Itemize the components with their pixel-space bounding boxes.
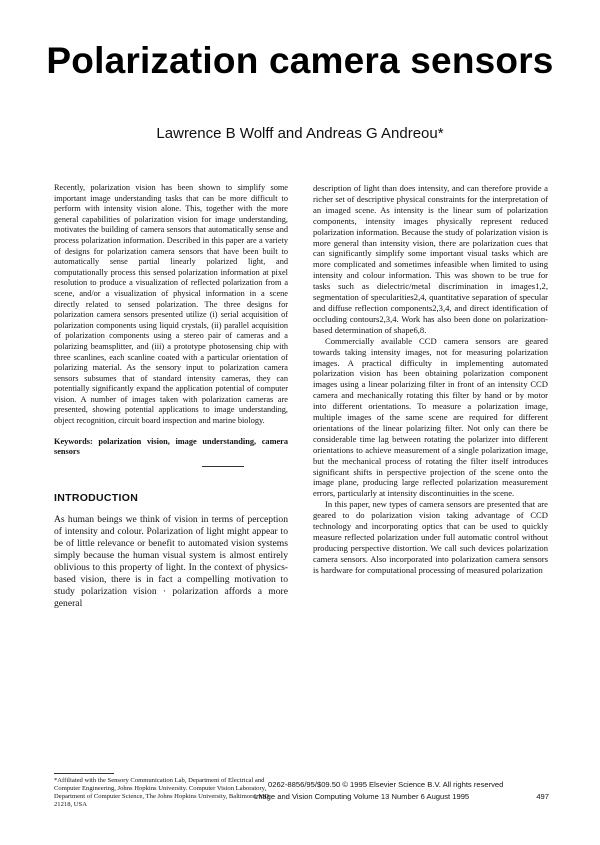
footnote-rule [54,773,114,774]
keywords-label: Keywords: [54,436,93,446]
footnote-text: *Affiliated with the Sensory Communication Lab, Department of Electrical and Computer Engineering, Johns Hopkins University. Computer Vision Laboratory, Department of Computer Science, The Johns Hopkins University, Baltimore, MD 21218, USA [54,777,270,808]
body-paragraph-2: Commercially available CCD camera sensors are geared towards taking intensity images, not for measuring polarization images. A practical difficulty in implementing automated polarization vision has been obtaining polarization component images using a linear polarizing filter in front of an intensity CCD camera and mechanically rotating this filter by hand or by motor into different orientations. To measure a polarization image, multiple images of the same scene are required for different orientations of the linear polarizing filter. Not only can there be considerable time lag between rotating the polarizer into different orientations to achieve measurement of a single polarization image, but the mechanical process of rotating the filter itself introduces significant shifts in perspective projection of the scene onto the image plane, producing large reflected polarization measurement errors, particularly at intensity discontinuities in the scene. [313,335,548,499]
affiliation-footnote [54,773,288,809]
journal-citation: Image and Vision Computing Volume 13 Number 6 August 1995 [254,792,470,801]
section-heading-introduction: INTRODUCTION [54,491,139,504]
intro-paragraph: As human beings we think of vision in terms of perception of intensity and colour. Polarization of light might appear to be of little relevance or benefit to automated vision systems simply because the human visual system is almost entirely oblivious to this property of light. In the context of physics-based vision, there is in fact a compelling motivation to study polarization vision · polarization affords a more general [54,513,288,609]
keywords [54,437,288,458]
copyright-line: 0262-8856/95/$09.50 © 1995 Elsevier Science B.V. All rights reserved [268,780,504,789]
abstract-divider [202,466,244,467]
paper-authors: Lawrence B Wolff and Andreas G Andreou* [156,125,444,142]
abstract-text: Recently, polarization vision has been shown to simplify some important image understanding tasks that can be more difficult to perform with intensity vision alone. This, together with the more general capabilities of polarization vision for image understanding, motivates the building of camera sensors that automatically sense and process polarization information. Described in this paper are a variety of designs for polarization camera sensors that have been built to automatically sense partial linearly polarized light, and computationally process this sensed polarization information at pixel resolution to produce a visualization of reflected polarization from a scene, and/or a visualization of physical information in a scene directly related to sensed polarization. The three designs for polarization camera sensors presented utilize (i) serial acquisition of polarization components using liquid crystals, (ii) parallel acquisition of polarization components using a stereo pair of cameras and a polarizing beamsplitter, and (iii) a prototype photosensing chip with three scanlines, each scanline coated with a particular orientation of polarizing material. As the sensory input to polarization camera sensors subsumes that of standard intensity cameras, they can potentially significantly expand the application potential of computer vision. A number of images taken with polarization cameras are presented, showing potential applications to image understanding, object recognition, circuit board inspection and marine biology. [54,183,288,426]
journal-footer [254,792,549,801]
right-column [313,183,548,576]
page-number: 497 [536,792,549,801]
body-paragraph-3: In this paper, new types of camera sensors are presented that are geared to do polarization vision taking advantage of CCD technology and incorporating optics that can be used to quickly measure reflected polarization under full automatic control without producing perspective distortion. We call such devices polarization camera sensors. Also incorporated into polarization camera sensors is hardware for computational processing of measured polarization [313,499,548,575]
paper-title: Polarization camera sensors [46,40,554,81]
body-paragraph-1: description of light than does intensity, and can therefore provide a richer set of descriptive physical constraints for the interpretation of an imaged scene. As intensity is the linear sum of polarization components, intensity images physically represent reduced polarization information. Because the study of polarization vision is more general than intensity vision, there are polarization cues that can significantly simplify some important visual tasks which are more complicated and sometimes infeasible when limited to using intensity and colour information. This was shown to be true for tasks such as dielectric/metal discrimination in images1,2, segmentation of specularities2,4, quantitative separation of specular and diffuse reflection components2,3,4, and direct identification of occluding contours2,3,4. Work has also been done on polarization-based determination of shape6,8. [313,183,548,335]
keywords-text: polarization vision, image understanding, camera sensors [54,436,288,457]
abstract [54,183,288,427]
left-column [54,183,288,610]
introduction [54,514,288,610]
